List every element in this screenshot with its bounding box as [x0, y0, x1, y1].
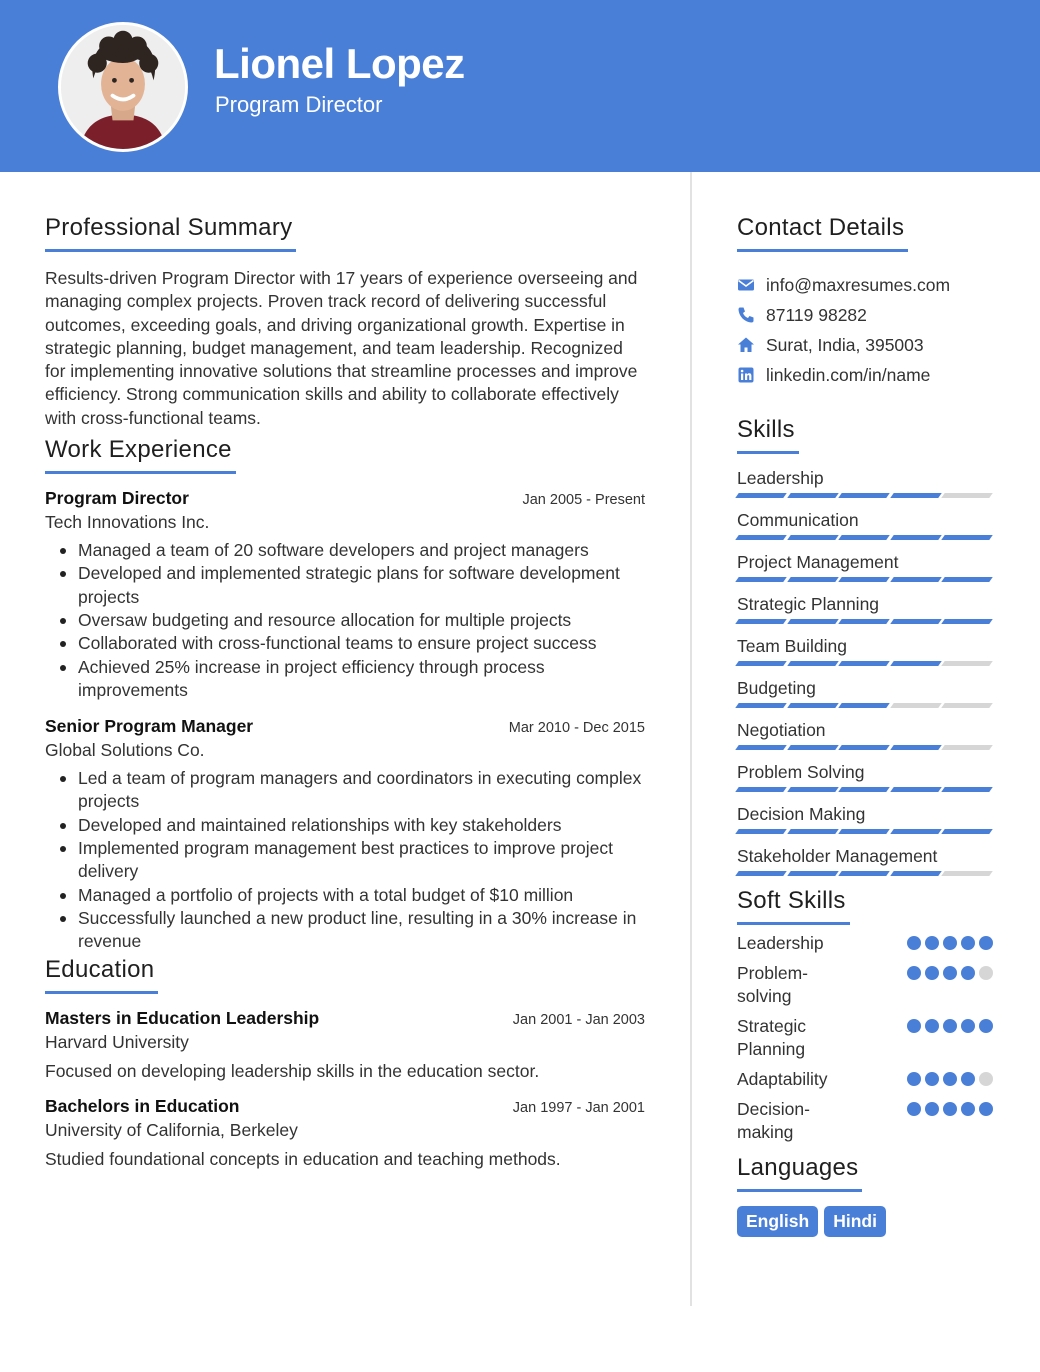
- left-column: [45, 214, 645, 1170]
- skill-level-segment: [941, 577, 992, 582]
- rating-dot: [943, 936, 957, 950]
- job-bullet: Managed a team of 20 software developers and project managers: [78, 539, 645, 562]
- languages-section: [737, 1154, 993, 1237]
- skill-level-segment: [838, 787, 889, 792]
- skill-name: Stakeholder Management: [737, 846, 938, 866]
- skill-name: Budgeting: [737, 678, 816, 698]
- skill-level-segment: [941, 703, 992, 708]
- job-bullet: Developed and implemented strategic plans for software development projects: [78, 562, 645, 609]
- language-badge: English: [737, 1206, 818, 1237]
- job-bullet: Implemented program management best practices to improve project delivery: [78, 837, 645, 884]
- soft-skill-name: Problem-solving: [737, 963, 808, 1006]
- education-section: [45, 956, 645, 1170]
- skill-item: [737, 551, 993, 582]
- skill-item: [737, 845, 993, 876]
- skill-item: [737, 593, 993, 624]
- rating-dot: [907, 1102, 921, 1116]
- skill-level-segment: [941, 493, 992, 498]
- job-bullet: Developed and maintained relationships with key stakeholders: [78, 814, 645, 837]
- skill-level-segment: [890, 661, 941, 666]
- skill-level-segment: [838, 619, 889, 624]
- skill-level-bar: [737, 745, 993, 750]
- skill-level-bar: [737, 871, 993, 876]
- soft-skills-section: [737, 887, 993, 1144]
- profile-photo: [58, 22, 188, 152]
- job-date: Jan 2005 - Present: [522, 492, 645, 509]
- skills-section: [737, 416, 993, 876]
- skill-level-segment: [735, 745, 786, 750]
- skill-level-segment: [838, 577, 889, 582]
- soft-skill-item: [737, 932, 993, 955]
- skill-level-bar: [737, 703, 993, 708]
- skill-level-segment: [787, 829, 838, 834]
- rating-dot: [943, 1019, 957, 1033]
- candidate-title: Program Director: [215, 92, 383, 117]
- skill-level-segment: [838, 745, 889, 750]
- skill-level-segment: [735, 661, 786, 666]
- job-bullet: Oversaw budgeting and resource allocation for multiple projects: [78, 609, 645, 632]
- skill-item: [737, 677, 993, 708]
- contact-address-text: Surat, India, 395003: [766, 334, 924, 355]
- skills-list: [737, 467, 993, 876]
- skill-name: Negotiation: [737, 720, 826, 740]
- education-entry: [45, 1096, 645, 1170]
- languages-list: [737, 1206, 993, 1237]
- skill-level-segment: [735, 577, 786, 582]
- contact-linkedin: [737, 360, 993, 390]
- skill-level-segment: [787, 787, 838, 792]
- skill-level-segment: [941, 787, 992, 792]
- skill-level-segment: [735, 871, 786, 876]
- skill-item: [737, 509, 993, 540]
- rating-dot: [979, 1019, 993, 1033]
- skill-item: [737, 803, 993, 834]
- degree-name: Masters in Education Leadership: [45, 1007, 320, 1028]
- rating-dot: [907, 966, 921, 980]
- education-heading: Education: [45, 956, 158, 994]
- rating-dot: [925, 936, 939, 950]
- job-date: Mar 2010 - Dec 2015: [508, 720, 645, 737]
- rating-dot: [979, 936, 993, 950]
- home-icon: [737, 336, 755, 354]
- soft-skill-item: [737, 1098, 993, 1144]
- skill-level-bar: [737, 619, 993, 624]
- skill-item: [737, 761, 993, 792]
- skill-name: Problem Solving: [737, 762, 865, 782]
- skill-level-segment: [787, 661, 838, 666]
- languages-heading: Languages: [737, 1154, 862, 1192]
- skill-level-segment: [941, 535, 992, 540]
- rating-dot: [943, 1102, 957, 1116]
- soft-skill-rating: [907, 1072, 993, 1086]
- soft-skill-name: Adaptability: [737, 1069, 828, 1089]
- skill-level-segment: [890, 493, 941, 498]
- skill-level-segment: [787, 535, 838, 540]
- skill-level-segment: [890, 871, 941, 876]
- job-bullets: [45, 767, 645, 953]
- soft-skills-list: [737, 932, 993, 1144]
- resume-header: [0, 0, 1040, 172]
- soft-skill-item: [737, 1068, 993, 1091]
- skill-item: [737, 719, 993, 750]
- school-name: Harvard University: [45, 1031, 189, 1052]
- rating-dot: [961, 966, 975, 980]
- education-date: Jan 2001 - Jan 2003: [512, 1011, 645, 1028]
- skill-level-segment: [787, 493, 838, 498]
- skill-name: Team Building: [737, 636, 847, 656]
- skill-level-segment: [838, 535, 889, 540]
- degree-name: Bachelors in Education: [45, 1095, 240, 1116]
- skill-item: [737, 467, 993, 498]
- skill-name: Decision Making: [737, 804, 866, 824]
- contact-address: [737, 330, 993, 360]
- skill-level-segment: [735, 703, 786, 708]
- soft-skill-item: [737, 962, 993, 1008]
- soft-skill-item: [737, 1015, 993, 1061]
- skill-level-segment: [735, 535, 786, 540]
- skill-item: [737, 635, 993, 666]
- job-entry: [45, 716, 645, 953]
- skill-level-segment: [838, 829, 889, 834]
- education-description: Focused on developing leadership skills in the education sector.: [45, 1060, 540, 1081]
- job-bullets: [45, 539, 645, 702]
- phone-icon: [737, 306, 755, 324]
- job-entry: [45, 488, 645, 702]
- education-description: Studied foundational concepts in education and teaching methods.: [45, 1148, 561, 1169]
- job-bullet: Led a team of program managers and coordinators in executing complex projects: [78, 767, 645, 814]
- contact-section: [737, 214, 993, 390]
- profile-photo-icon: [61, 25, 185, 149]
- skill-level-segment: [941, 745, 992, 750]
- candidate-name: Lionel Lopez: [214, 40, 465, 87]
- contact-phone: [737, 300, 993, 330]
- contact-heading: Contact Details: [737, 214, 908, 252]
- skills-heading: Skills: [737, 416, 799, 454]
- skill-level-segment: [941, 661, 992, 666]
- skill-level-segment: [787, 703, 838, 708]
- skill-level-segment: [787, 745, 838, 750]
- skill-level-bar: [737, 661, 993, 666]
- rating-dot: [925, 1072, 939, 1086]
- summary-text: Results-driven Program Director with 17 years of experience overseeing and managing complex projects. Proven track record of delivering successful outcomes, exceeding goals, and driving organizational growth. Expertise in strategic planning, budget management, and team leadership. Recognized for implementing innovative solutions that streamline processes and improve efficiency. Strong communication skills and ability to collaborate effectively with cross-functional teams.: [45, 268, 638, 428]
- job-bullet: Managed a portfolio of projects with a total budget of $10 million: [78, 884, 645, 907]
- rating-dot: [925, 966, 939, 980]
- job-org: Tech Innovations Inc.: [45, 512, 210, 533]
- skill-level-segment: [735, 493, 786, 498]
- job-org: Global Solutions Co.: [45, 740, 205, 761]
- skill-level-bar: [737, 535, 993, 540]
- skill-level-segment: [941, 829, 992, 834]
- skill-name: Communication: [737, 510, 859, 530]
- skill-level-segment: [838, 871, 889, 876]
- skill-level-segment: [735, 829, 786, 834]
- summary-heading: Professional Summary: [45, 214, 296, 252]
- job-bullet: Collaborated with cross-functional teams to ensure project success: [78, 632, 645, 655]
- job-bullet: Achieved 25% increase in project efficiency through process improvements: [78, 656, 645, 703]
- skill-level-segment: [890, 703, 941, 708]
- rating-dot: [979, 966, 993, 980]
- rating-dot: [943, 1072, 957, 1086]
- skill-level-segment: [890, 745, 941, 750]
- skill-name: Leadership: [737, 468, 824, 488]
- rating-dot: [943, 966, 957, 980]
- skill-level-segment: [838, 493, 889, 498]
- skill-level-segment: [890, 619, 941, 624]
- skill-level-segment: [838, 661, 889, 666]
- contact-email: [737, 270, 993, 300]
- rating-dot: [961, 1019, 975, 1033]
- education-date: Jan 1997 - Jan 2001: [512, 1099, 645, 1116]
- envelope-icon: [737, 276, 755, 294]
- skill-level-bar: [737, 829, 993, 834]
- rating-dot: [907, 936, 921, 950]
- linkedin-icon: [737, 366, 755, 384]
- soft-skill-rating: [907, 966, 993, 980]
- skill-level-segment: [890, 535, 941, 540]
- job-role: Senior Program Manager: [45, 716, 254, 737]
- right-column: [737, 214, 993, 1237]
- column-divider: [690, 172, 692, 1306]
- job-role: Program Director: [45, 488, 189, 509]
- soft-skill-name: Leadership: [737, 933, 824, 953]
- rating-dot: [907, 1072, 921, 1086]
- soft-skill-name: Decision-making: [737, 1099, 810, 1142]
- rating-dot: [961, 936, 975, 950]
- contact-phone-text: 87119 98282: [766, 304, 867, 325]
- skill-name: Project Management: [737, 552, 899, 572]
- contact-linkedin-text[interactable]: linkedin.com/in/name: [766, 364, 931, 385]
- skill-level-bar: [737, 577, 993, 582]
- summary-section: [45, 214, 645, 430]
- skill-level-segment: [890, 577, 941, 582]
- soft-skill-rating: [907, 1102, 993, 1116]
- skill-name: Strategic Planning: [737, 594, 880, 614]
- skill-level-segment: [941, 871, 992, 876]
- skill-level-segment: [941, 619, 992, 624]
- skill-level-bar: [737, 787, 993, 792]
- rating-dot: [979, 1102, 993, 1116]
- experience-section: [45, 436, 645, 953]
- rating-dot: [907, 1019, 921, 1033]
- skill-level-segment: [735, 619, 786, 624]
- job-bullet: Successfully launched a new product line, resulting in a 30% increase in revenue: [78, 907, 645, 954]
- rating-dot: [961, 1072, 975, 1086]
- rating-dot: [925, 1102, 939, 1116]
- skill-level-segment: [787, 871, 838, 876]
- contact-email-text[interactable]: info@maxresumes.com: [766, 274, 951, 295]
- soft-skill-rating: [907, 1019, 993, 1033]
- rating-dot: [925, 1019, 939, 1033]
- soft-skills-heading: Soft Skills: [737, 887, 850, 925]
- skill-level-bar: [737, 493, 993, 498]
- skill-level-segment: [838, 703, 889, 708]
- rating-dot: [979, 1072, 993, 1086]
- soft-skill-rating: [907, 936, 993, 950]
- education-entry: [45, 1008, 645, 1082]
- skill-level-segment: [787, 577, 838, 582]
- rating-dot: [961, 1102, 975, 1116]
- skill-level-segment: [890, 829, 941, 834]
- skill-level-segment: [735, 787, 786, 792]
- skill-level-segment: [787, 619, 838, 624]
- soft-skill-name: Strategic Planning: [737, 1016, 807, 1059]
- contact-list: [737, 270, 993, 390]
- language-badge: Hindi: [824, 1206, 886, 1237]
- skill-level-segment: [890, 787, 941, 792]
- school-name: University of California, Berkeley: [45, 1119, 298, 1140]
- experience-heading: Work Experience: [45, 436, 236, 474]
